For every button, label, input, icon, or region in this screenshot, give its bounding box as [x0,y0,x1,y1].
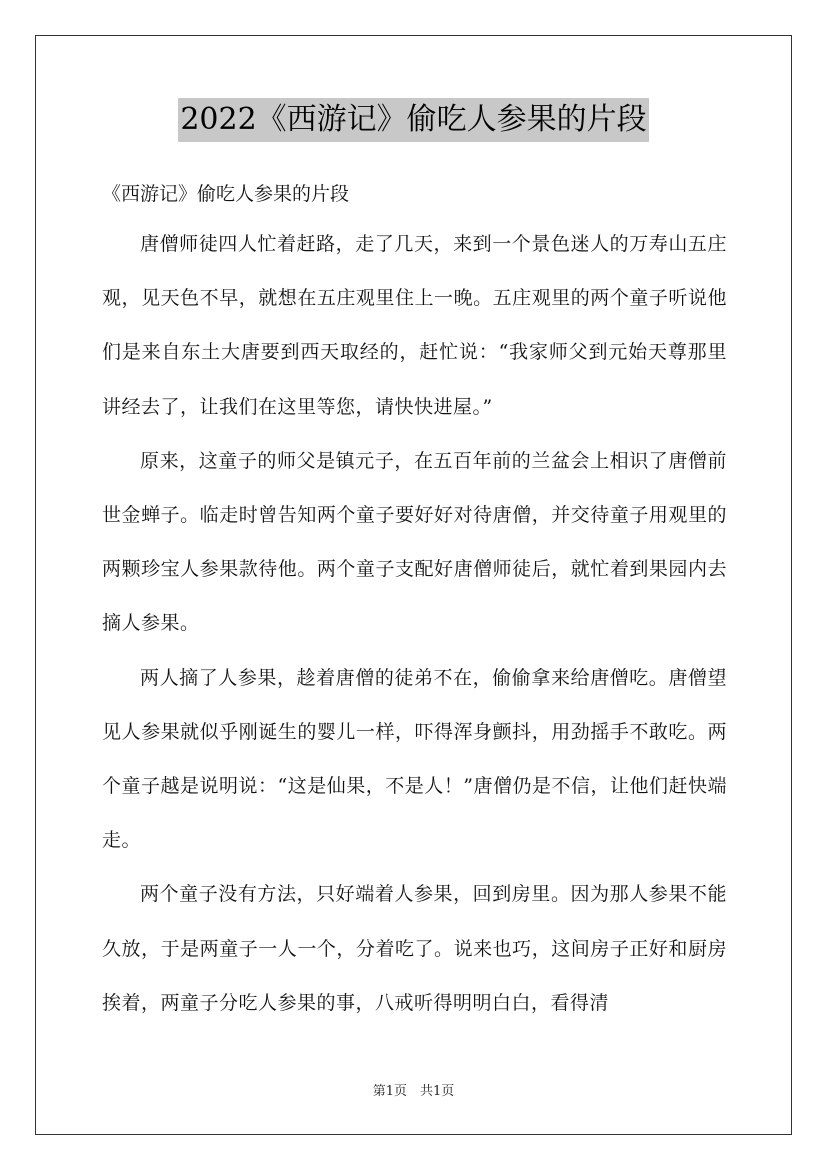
document-body [102,217,727,1030]
paragraph: 两人摘了人参果，趁着唐僧的徒弟不在，偷偷拿来给唐僧吃。唐僧望见人参果就似乎刚诞生的婴儿一样，吓得浑身颤抖，用劲摇手不敢吃。两个童子越是说明说：“这是仙果，不是人！”唐僧仍是不信，让他们赶快端走。 [102,666,727,852]
paragraph: 原来，这童子的师父是镇元子，在五百年前的兰盆会上相识了唐僧前世金蝉子。临走时曾告知两个童子要好好对待唐僧，并交待童子用观里的两颗珍宝人参果款待他。两个童子支配好唐僧师徒后，就忙着到果园内去摘人参果。 [102,449,727,635]
paragraph: 唐僧师徒四人忙着赶路，走了几天，来到一个景色迷人的万寿山五庄观，见天色不早，就想在五庄观里住上一晚。五庄观里的两个童子听说他们是来自东土大唐要到西天取经的，赶忙说：“我家师父到元始天尊那里讲经去了，让我们在这里等您，请快快进屋。” [102,233,727,418]
paragraph: 两个童子没有方法，只好端着人参果，回到房里。因为那人参果不能久放，于是两童子一人一个，分着吃了。说来也巧，这间房子正好和厨房挨着，两童子分吃人参果的事，八戒听得明明白白，看得清 [102,883,727,1014]
title-container [0,98,827,142]
page-number: 第1页 共1页 [372,1084,455,1099]
page-footer [0,1083,827,1101]
document-subtitle: 《西游记》偷吃人参果的片段 [102,183,350,205]
document-title: 2022《西游记》偷吃人参果的片段 [178,98,648,142]
